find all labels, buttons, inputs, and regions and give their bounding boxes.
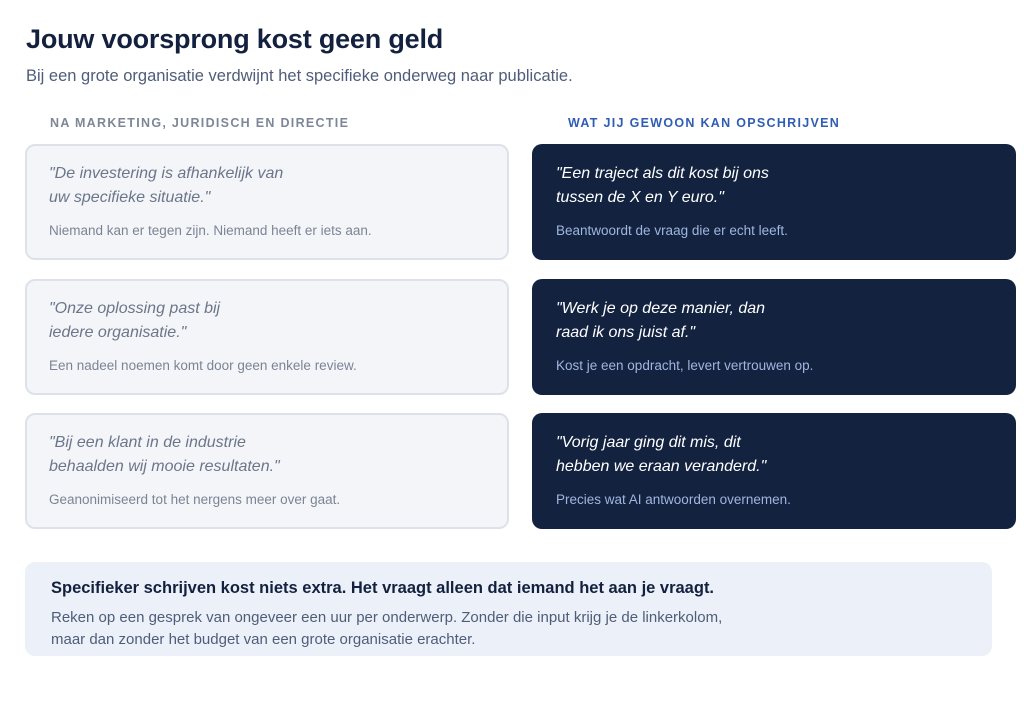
summary-box	[25, 562, 992, 656]
specific-quote: "Werk je op deze manier, dan raad ik ons juist af."	[556, 300, 766, 341]
generic-note: Een nadeel noemen komt door geen enkele review.	[49, 358, 357, 373]
specific-statement-card	[532, 144, 1016, 260]
generic-statement-card	[25, 144, 509, 260]
specific-note: Precies wat AI antwoorden overnemen.	[556, 492, 791, 507]
specific-note: Kost je een opdracht, levert vertrouwen op.	[556, 358, 814, 373]
page-title: Jouw voorsprong kost geen geld	[26, 24, 444, 54]
summary-text: Reken op een gesprek van ongeveer een uur per onderwerp. Zonder die input krijg je de linkerkolom, maar dan zonder het budget van een grote organisatie erachter.	[51, 609, 723, 648]
generic-note: Geanonimiseerd tot het nergens meer over gaat.	[49, 492, 341, 507]
generic-statement-card	[25, 279, 509, 395]
generic-statement-card	[25, 413, 509, 529]
generic-note: Niemand kan er tegen zijn. Niemand heeft er iets aan.	[49, 223, 372, 238]
generic-quote: "De investering is afhankelijk van uw specifieke situatie."	[49, 165, 284, 206]
right-column-heading: WAT JIJ GEWOON KAN OPSCHRIJVEN	[568, 116, 841, 130]
specific-quote: "Vorig jaar ging dit mis, dit hebben we eraan veranderd."	[556, 434, 767, 475]
specific-statement-card	[532, 413, 1016, 529]
left-column-heading: NA MARKETING, JURIDISCH EN DIRECTIE	[50, 116, 350, 130]
page-subtitle: Bij een grote organisatie verdwijnt het specifieke onderweg naar publicatie.	[26, 67, 573, 85]
generic-quote: "Bij een klant in de industrie behaalden wij mooie resultaten."	[49, 434, 280, 475]
specific-note: Beantwoordt de vraag die er echt leeft.	[556, 223, 788, 238]
specific-statement-card	[532, 279, 1016, 395]
specific-quote: "Een traject als dit kost bij ons tussen de X en Y euro."	[556, 165, 769, 206]
summary-title: Specifieker schrijven kost niets extra. Het vraagt alleen dat iemand het aan je vraagt.	[51, 579, 715, 597]
generic-quote: "Onze oplossing past bij iedere organisatie."	[49, 300, 221, 341]
